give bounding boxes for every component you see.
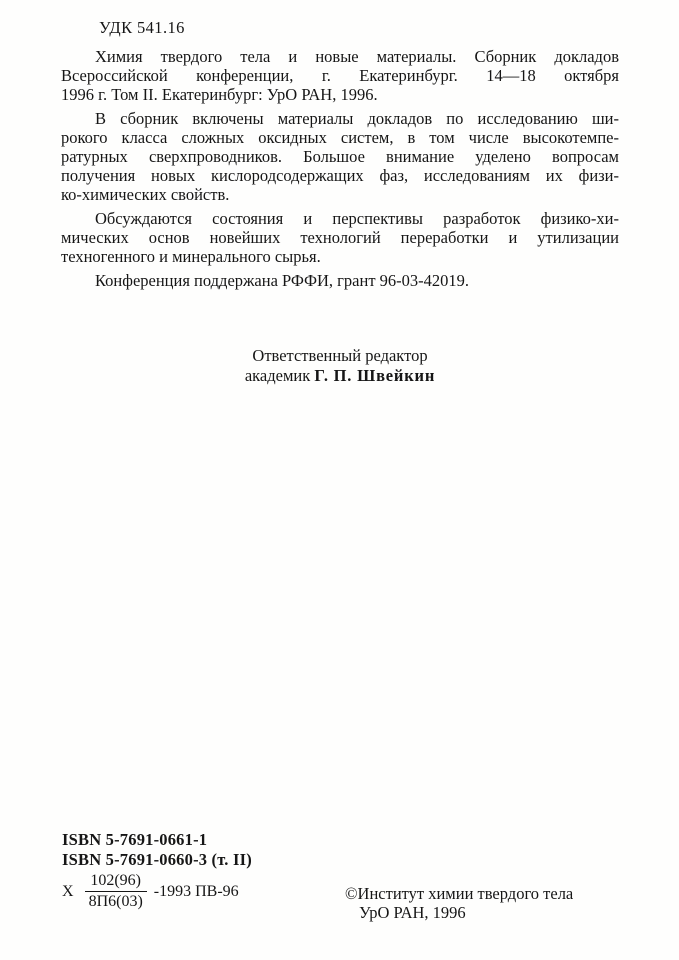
text-line: 1996 г. Том II. Екатеринбург: УрО РАН, 1996. <box>61 85 378 104</box>
editor-role: академик <box>244 365 311 385</box>
editor-title: Ответственный редактор <box>252 346 428 365</box>
isbn-line-1: ISBN 5-7691-0661-1 <box>62 830 208 849</box>
text-line: ратурных сверхпроводников. Большое внимание уделено вопросам <box>61 147 619 166</box>
classifier-fraction <box>85 872 147 911</box>
copyright-line-2: УрО РАН, 1996 <box>359 903 466 922</box>
text-line: рокого класса сложных оксидных систем, в том числе высокотемпе- <box>61 128 619 147</box>
grant-paragraph <box>61 271 619 290</box>
abstract-paragraph <box>61 109 619 204</box>
isbn-section <box>62 830 252 869</box>
copyright-section <box>345 884 573 922</box>
text-line: В сборник включены материалы докладов по исследованию ши- <box>95 109 619 128</box>
bibliographic-paragraph <box>61 47 619 104</box>
editor-section <box>61 346 619 385</box>
text-line: Химия твердого тела и новые материалы. Сборник докладов <box>95 47 619 66</box>
udk-code: УДК 541.16 <box>99 18 185 37</box>
abstract-block <box>61 47 619 290</box>
fraction-denominator: 8П6(03) <box>85 891 147 911</box>
text-line: мических основ новейших технологий переработки и утилизации <box>61 228 619 247</box>
classifier-letter: Х <box>62 882 74 900</box>
editor-name: Г. П. Швейкин <box>314 365 436 385</box>
fraction-numerator: 102(96) <box>90 872 141 889</box>
text-line: Всероссийской конференции, г. Екатеринбург. 14—18 октября <box>61 66 619 85</box>
text-line: Обсуждаются состояния и перспективы разработок физико-хи- <box>95 209 619 228</box>
editor-line <box>61 366 619 386</box>
text-line: Конференция поддержана РФФИ, грант 96-03-42019. <box>95 271 470 290</box>
classifier-section <box>62 872 239 911</box>
text-line: техногенного и минерального сырья. <box>61 247 321 266</box>
abstract-paragraph <box>61 209 619 266</box>
copyright-line-1: ©Институт химии твердого тела <box>345 884 574 903</box>
text-line: получения новых кислородсодержащих фаз, исследованиям их физи- <box>61 166 619 185</box>
classifier-suffix: -1993 ПВ-96 <box>153 882 239 900</box>
text-line: ко-химических свойств. <box>61 185 230 204</box>
isbn-line-2: ISBN 5-7691-0660-3 (т. II) <box>62 849 252 869</box>
